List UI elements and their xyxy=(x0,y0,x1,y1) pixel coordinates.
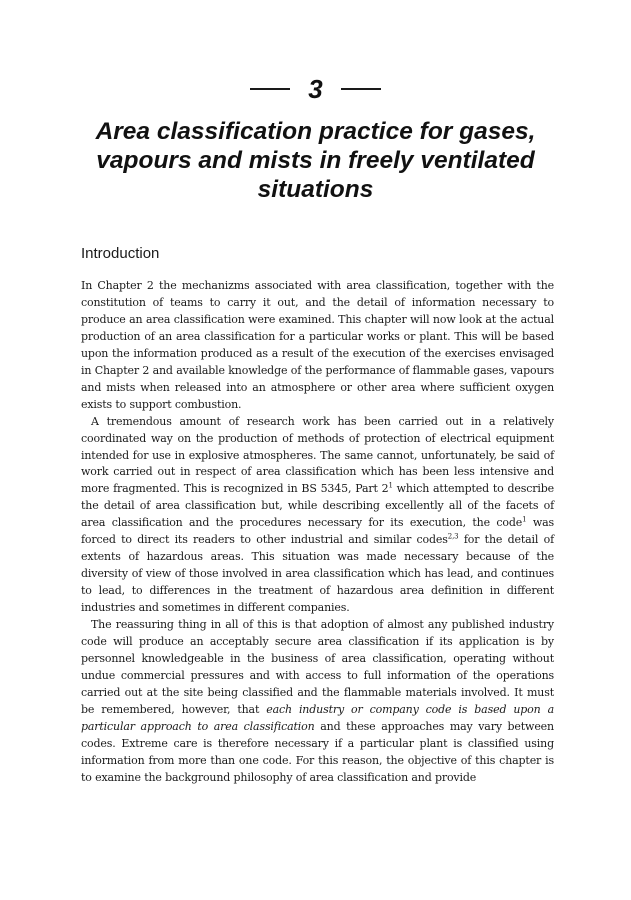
chapter-number: 3 xyxy=(308,74,323,104)
paragraph-3 xyxy=(81,617,554,787)
reference-superscript: 1 xyxy=(522,515,527,524)
section-heading-introduction: Introduction xyxy=(81,245,160,262)
right-decorative-rule xyxy=(341,88,381,90)
reference-superscript: 1 xyxy=(388,481,393,490)
body-text xyxy=(81,278,554,787)
left-decorative-rule xyxy=(250,88,290,90)
reference-superscript: 2,3 xyxy=(447,532,459,541)
paragraph-2-part-d: for the detail of extents of hazardous areas. This situation was made necessary because of the diversity of view of those involved in area classification which has lead, and continues to lead, to differences in the treatment of hazardous area definition in different industries and sometimes in different companies. xyxy=(81,533,554,615)
chapter-title: Area classification practice for gases, vapours and mists in freely ventilated situations xyxy=(95,118,536,203)
emphasized-text: each industry or company code is based upon a particular approach to area classification xyxy=(81,702,554,733)
paragraph-2-part-b: which attempted to describe the detail of area classification but, while describing excellently all of the facets of area classification and the procedures necessary for its execution, the code xyxy=(81,482,554,530)
paragraph-2-part-c: was forced to direct its readers to other industrial and similar codes xyxy=(81,516,554,547)
paragraph-3-part-a: The reassuring thing in all of this is that adoption of almost any published industry code will produce an acceptably secure area classification if its application is by personnel knowledgeable in the business of area classification, operating without undue commercial pressures and with access to full information of the operations carried out at the site being classified and the flammable materials involved. It must be remembered, however, that xyxy=(81,618,554,716)
chapter-number-row xyxy=(0,74,631,104)
paragraph-2-part-a: A tremendous amount of research work has been carried out in a relatively coordinated way on the production of methods of protection of electrical equipment intended for use in explosive atmospheres. The same cannot, unfortunately, be said of work carried out in respect of area classification which has been less intensive and more fragmented. This is recognized in BS 5345, Part 2 xyxy=(81,414,554,496)
paragraph-1: In Chapter 2 the mechanizms associated with area classification, together with the constitution of teams to carry it out, and the detail of information necessary to produce an area classification were examined. This chapter will now look at the actual production of an area classification for a particular works or plant. This will be based upon the information produced as a result of the execution of the exercises envisaged in Chapter 2 and available knowledge of the performance of flammable gases, vapours and mists when released into an atmosphere or other area where sufficient oxygen exists to support combustion. xyxy=(81,279,554,411)
paragraph-3-part-b: and these approaches may vary between codes. Extreme care is therefore necessary if a particular plant is classified using information from more than one code. For this reason, the objective of this chapter is to examine the background philosophy of area classification and provide xyxy=(81,719,554,784)
paragraph-2 xyxy=(81,414,554,617)
